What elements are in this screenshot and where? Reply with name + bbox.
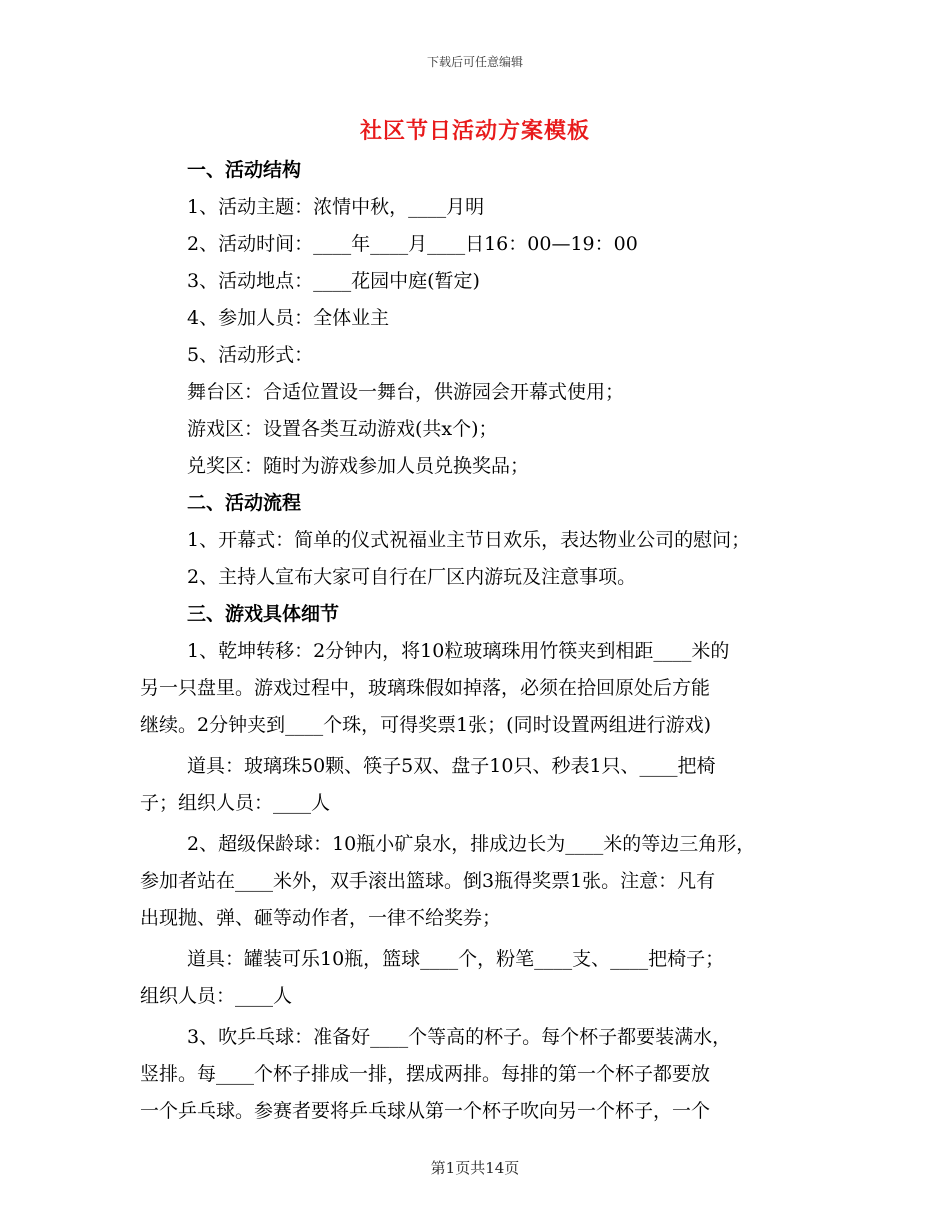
paragraph-line: 4、参加人员：全体业主 — [187, 307, 390, 329]
paragraph-line: 组织人员：____人 — [140, 985, 293, 1007]
paragraph-line: 5、活动形式： — [187, 344, 314, 366]
paragraph-line: 道具：罐装可乐10瓶，篮球____个，粉笔____支、____把椅子； — [187, 948, 725, 970]
paragraph-line: 舞台区：合适位置设一舞台，供游园会开幕式使用； — [187, 381, 625, 403]
header-note: 下载后可任意编辑 — [426, 55, 523, 69]
paragraph-line: 游戏区：设置各类互动游戏(共x个)； — [187, 418, 498, 440]
paragraph-line: 3、吹乒乓球：准备好____个等高的杯子。每个杯子都要装满水， — [187, 1026, 732, 1048]
paragraph-line: 2、超级保龄球：10瓶小矿泉水，排成边长为____米的等边三角形， — [187, 833, 756, 855]
section-heading-structure: 一、活动结构 — [187, 159, 302, 181]
paragraph-line: 出现抛、弹、砸等动作者，一律不给奖券； — [140, 907, 502, 929]
paragraph-line: 2、主持人宣布大家可自行在厂区内游玩及注意事项。 — [187, 566, 637, 588]
paragraph-line: 1、乾坤转移：2分钟内，将10粒玻璃珠用竹筷夹到相距____米的 — [187, 640, 730, 662]
page-number: 第1页共14页 — [430, 1159, 520, 1177]
section-heading-process: 二、活动流程 — [187, 492, 302, 514]
paragraph-line: 子；组织人员：____人 — [140, 792, 331, 814]
paragraph-line: 继续。2分钟夹到____个珠，可得奖票1张；(同时设置两组进行游戏) — [140, 714, 712, 736]
paragraph-line: 2、活动时间：____年____月____日16：00—19：00 — [187, 233, 638, 255]
paragraph-line: 3、活动地点：____花园中庭(暂定) — [187, 270, 480, 292]
document-body — [140, 152, 820, 1130]
paragraph-line: 一个乒乓球。参赛者要将乒乓球从第一个杯子吹向另一个杯子，一个 — [140, 1100, 711, 1122]
paragraph-line: 兑奖区：随时为游戏参加人员兑换奖品； — [187, 455, 530, 477]
paragraph-line: 另一只盘里。游戏过程中，玻璃珠假如掉落，必须在拾回原处后方能 — [140, 677, 711, 699]
paragraph-line: 1、活动主题：浓情中秋，____月明 — [187, 196, 485, 218]
paragraph-line: 道具：玻璃珠50颗、筷子5双、盘子10只、秒表1只、____把椅 — [187, 755, 716, 777]
page-title: 社区节日活动方案模板 — [359, 118, 590, 144]
paragraph-line: 参加者站在____米外，双手滚出篮球。倒3瓶得奖票1张。注意：凡有 — [140, 870, 716, 892]
paragraph-line: 1、开幕式：简单的仪式祝福业主节日欢乐，表达物业公司的慰问； — [187, 529, 751, 551]
paragraph-line: 竖排。每____个杯子排成一排，摆成两排。每排的第一个杯子都要放 — [140, 1063, 711, 1085]
section-heading-game-details: 三、游戏具体细节 — [187, 603, 340, 625]
